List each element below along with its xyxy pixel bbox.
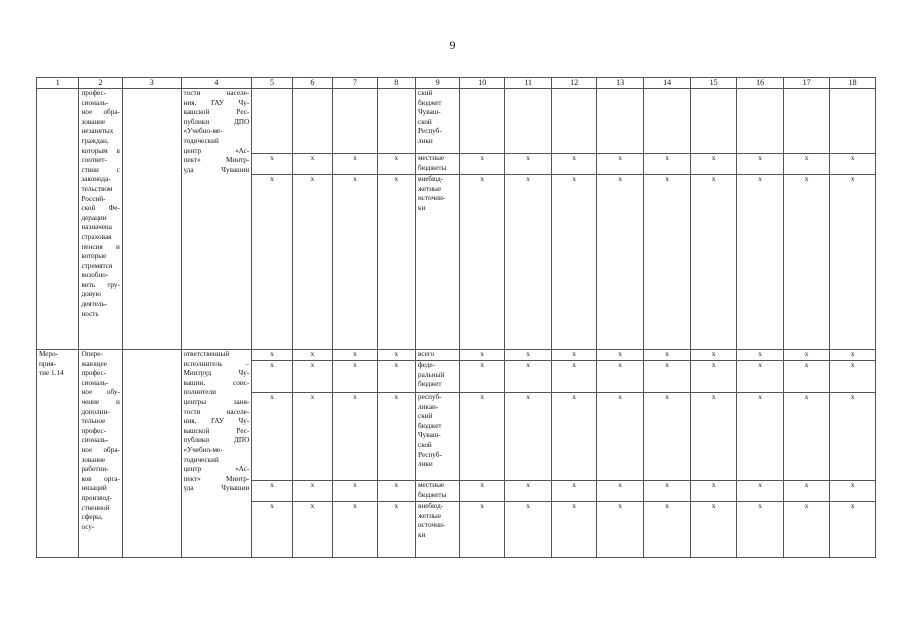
cell-col-8: x: [377, 361, 415, 393]
cell-col-12: [552, 89, 596, 154]
responsible-executor-line: вашской Рес-: [183, 108, 250, 117]
cell-col-17: x: [783, 502, 829, 558]
measure-description-line: которые: [81, 252, 107, 261]
cell-col-7: [333, 89, 377, 154]
cell-col-16: x: [737, 175, 783, 350]
measure-description-line: которым в: [81, 146, 120, 155]
cell-col-14: x: [644, 361, 690, 393]
column-number: 18: [830, 78, 876, 89]
column-number: 7: [333, 78, 377, 89]
cell-col-5: x: [252, 502, 292, 558]
responsible-executor-line: ния, ГАУ Чу-: [183, 98, 250, 107]
cell-col-6: x: [292, 361, 332, 393]
column-number: 12: [552, 78, 596, 89]
measure-description-line: ное обра-: [81, 445, 120, 454]
cell-col-13: x: [596, 350, 644, 361]
responsible-executor-line: «Учебно-ме-: [183, 445, 223, 454]
cell-col-10: x: [460, 350, 504, 361]
funding-source-line: ской: [418, 117, 432, 126]
measure-number-line: тие 1.14: [39, 369, 64, 378]
responsible-executor-line: пект» Минтр-: [183, 156, 250, 165]
responsible-executor-line: Минтруд Чу-: [183, 369, 250, 378]
cell-col-12: x: [552, 361, 596, 393]
responsible-executor-line: ния, ГАУ Чу-: [183, 417, 250, 426]
cell-col-11: x: [504, 154, 552, 175]
cell-col-11: x: [504, 393, 552, 481]
funding-source-line: ский: [418, 89, 433, 97]
measure-description-line: Опере-: [81, 350, 103, 358]
cell-col-6: x: [292, 154, 332, 175]
responsible-executor-line: тодический: [183, 136, 219, 145]
cell-col-11: [504, 89, 552, 154]
cell-col-10: x: [460, 175, 504, 350]
page-number: 9: [449, 38, 456, 52]
column-number: 5: [252, 78, 292, 89]
cell-col-18: x: [830, 393, 876, 481]
funding-source: [416, 154, 460, 175]
funding-source-line: жетные: [418, 184, 442, 193]
table-row: [37, 89, 876, 154]
measure-description-line: сиональ-: [81, 436, 109, 445]
cell-col-11: x: [504, 481, 552, 502]
cell-col-12: x: [552, 175, 596, 350]
funding-source-line: источни-: [418, 194, 446, 203]
funding-source: [416, 393, 460, 481]
cell-col-11: x: [504, 361, 552, 393]
cell-col-17: x: [783, 393, 829, 481]
responsible-executor-line: центр «Ас-: [183, 146, 250, 155]
measure-description-line: ность: [81, 309, 99, 318]
funding-source: [416, 481, 460, 502]
cell-col-3: [122, 350, 181, 558]
cell-col-18: x: [830, 481, 876, 502]
cell-col-11: x: [504, 175, 552, 350]
measure-description-line: жающее: [81, 359, 107, 368]
cell-col-16: x: [737, 361, 783, 393]
funding-source-line: респуб-: [418, 393, 442, 401]
measure-description-line: сиональ-: [81, 378, 109, 387]
cell-col-17: x: [783, 175, 829, 350]
responsible-executor-line: полнители: [183, 388, 216, 397]
funding-source-line: бюджеты: [418, 163, 447, 172]
cell-col-6: x: [292, 502, 332, 558]
responsible-executor-line: вашии, соис-: [183, 378, 250, 387]
measure-description-line: низаций: [81, 484, 107, 493]
funding-source-line: ки: [418, 203, 426, 212]
cell-col-13: x: [596, 361, 644, 393]
measure-number-line: прия-: [39, 359, 56, 368]
cell-col-6: [292, 89, 332, 154]
measure-description-line: зование: [81, 117, 106, 126]
funding-source: [416, 175, 460, 350]
responsible-executor-line: публики ДПО: [183, 436, 250, 445]
cell-col-13: x: [596, 393, 644, 481]
cell-col-18: [830, 89, 876, 154]
cell-col-16: [737, 89, 783, 154]
cell-col-12: x: [552, 393, 596, 481]
cell-col-5: x: [252, 175, 292, 350]
measure-description-line: тельное: [81, 417, 106, 426]
cell-col-8: x: [377, 154, 415, 175]
cell-col-8: x: [377, 393, 415, 481]
column-number: 13: [596, 78, 644, 89]
cell-col-14: x: [644, 481, 690, 502]
measure-description-line: ственной: [81, 503, 110, 512]
responsible-executor: [181, 350, 252, 558]
measure-description-line: законода-: [81, 175, 111, 184]
cell-col-12: x: [552, 481, 596, 502]
measure-description: [79, 89, 122, 350]
funding-source-line: ликан-: [418, 402, 439, 411]
funding-source-line: феде-: [418, 361, 435, 369]
funding-source-line: лики: [418, 136, 433, 145]
cell-col-8: x: [377, 481, 415, 502]
measure-number-line: Меро-: [39, 350, 59, 358]
funding-source-line: источни-: [418, 521, 446, 530]
measure-description-line: граждан,: [81, 136, 109, 145]
funding-source: [416, 89, 460, 154]
cell-col-15: x: [690, 481, 736, 502]
cell-col-13: x: [596, 175, 644, 350]
cell-col-8: x: [377, 350, 415, 361]
cell-col-13: x: [596, 481, 644, 502]
responsible-executor-line: публики ДПО: [183, 117, 250, 126]
measure-description-line: незанятых: [81, 127, 114, 136]
column-number: 11: [504, 78, 552, 89]
measure-description-line: вить тру-: [81, 280, 120, 289]
measure-description-line: деятель-: [81, 300, 108, 309]
funding-source-line: бюджет: [418, 98, 442, 107]
cell-col-7: x: [333, 175, 377, 350]
cell-col-6: x: [292, 393, 332, 481]
cell-col-5: x: [252, 154, 292, 175]
cell-col-10: x: [460, 361, 504, 393]
cell-col-10: x: [460, 393, 504, 481]
measure-description-line: тельством: [81, 184, 113, 193]
cell-col-14: x: [644, 393, 690, 481]
cell-col-17: x: [783, 350, 829, 361]
cell-col-7: x: [333, 350, 377, 361]
column-number: 9: [416, 78, 460, 89]
funding-source: [416, 502, 460, 558]
cell-col-14: x: [644, 175, 690, 350]
cell-col-8: [377, 89, 415, 154]
measure-description-line: стремятся: [81, 261, 113, 270]
measure-description-line: профес-: [81, 426, 107, 435]
cell-col-7: x: [333, 361, 377, 393]
cell-col-15: x: [690, 361, 736, 393]
funding-source-line: ральный: [418, 370, 445, 379]
cell-col-6: x: [292, 350, 332, 361]
funding-source-line: внебюд-: [418, 175, 444, 183]
measure-description-line: ное обу-: [81, 388, 120, 397]
responsible-executor-line: центр «Ас-: [183, 465, 250, 474]
cell-col-5: x: [252, 361, 292, 393]
funding-source-line: внебюд-: [418, 502, 444, 510]
cell-col-16: x: [737, 502, 783, 558]
measure-description-line: возобно-: [81, 271, 109, 280]
responsible-executor-line: тодический: [183, 455, 219, 464]
cell-col-6: x: [292, 481, 332, 502]
funding-source-line: бюджеты: [418, 490, 447, 499]
responsible-executor-line: уда Чувашии: [183, 165, 250, 174]
column-number: 8: [377, 78, 415, 89]
cell-col-7: x: [333, 154, 377, 175]
cell-col-13: [596, 89, 644, 154]
cell-col-10: [460, 89, 504, 154]
cell-col-14: x: [644, 502, 690, 558]
measure-description-line: чение и: [81, 397, 120, 406]
cell-col-15: x: [690, 502, 736, 558]
cell-col-18: x: [830, 175, 876, 350]
measure-description-line: зование: [81, 455, 106, 464]
cell-col-5: x: [252, 393, 292, 481]
funding-source-line: Респуб-: [418, 127, 442, 136]
measure-description-line: сферы,: [81, 513, 103, 522]
measure-description-line: ков орга-: [81, 474, 120, 483]
cell-col-5: x: [252, 350, 292, 361]
cell-col-15: x: [690, 175, 736, 350]
funding-source-line: ки: [418, 530, 426, 539]
funding-source: [416, 350, 460, 361]
cell-col-16: x: [737, 154, 783, 175]
funding-source-line: местные: [418, 481, 445, 489]
measure-description-line: профес-: [81, 89, 107, 97]
funding-source-line: бюджет: [418, 380, 442, 389]
cell-col-11: x: [504, 350, 552, 361]
measure-description-line: ное обра-: [81, 108, 120, 117]
column-number: 1: [37, 78, 79, 89]
cell-col-3: [122, 89, 181, 350]
measure-description: [79, 350, 122, 558]
measure-description-line: ской Фе-: [81, 204, 120, 213]
table-row: [37, 350, 876, 361]
responsible-executor-line: пект» Минтр-: [183, 474, 250, 483]
column-numbers-row: [37, 78, 876, 89]
cell-col-15: x: [690, 350, 736, 361]
cell-col-13: x: [596, 502, 644, 558]
cell-col-18: x: [830, 350, 876, 361]
cell-col-12: x: [552, 350, 596, 361]
responsible-executor-line: «Учебно-ме-: [183, 127, 223, 136]
cell-col-14: x: [644, 350, 690, 361]
measure-description-line: дерации: [81, 213, 107, 222]
cell-col-15: [690, 89, 736, 154]
funding-source-line: Чуваш-: [418, 431, 441, 440]
column-number: 10: [460, 78, 504, 89]
cell-col-17: [783, 89, 829, 154]
funding-source: [416, 361, 460, 393]
cell-col-5: x: [252, 481, 292, 502]
funding-source-line: Респуб-: [418, 450, 442, 459]
column-number: 17: [783, 78, 829, 89]
measure-description-line: осу-: [81, 522, 95, 531]
measure-description-line: пенсия и: [81, 242, 120, 251]
responsible-executor-line: ответственный: [183, 350, 230, 358]
responsible-executor-line: уда Чувашии: [183, 484, 250, 493]
measure-description-line: страховая: [81, 232, 112, 241]
funding-source-line: бюджет: [418, 421, 442, 430]
cell-col-14: [644, 89, 690, 154]
cell-col-14: x: [644, 154, 690, 175]
column-number: 14: [644, 78, 690, 89]
cell-col-13: x: [596, 154, 644, 175]
cell-col-10: x: [460, 154, 504, 175]
measure-description-line: довую: [81, 290, 101, 299]
cell-col-1: [37, 89, 79, 350]
column-number: 15: [690, 78, 736, 89]
cell-col-8: x: [377, 502, 415, 558]
measure-description-line: дополни-: [81, 407, 110, 416]
funding-source-line: ский: [418, 412, 433, 421]
column-number: 3: [122, 78, 181, 89]
cell-col-16: x: [737, 393, 783, 481]
cell-col-10: x: [460, 502, 504, 558]
responsible-executor-line: центры заня-: [183, 397, 250, 406]
cell-col-12: x: [552, 502, 596, 558]
cell-col-18: x: [830, 154, 876, 175]
column-number: 2: [79, 78, 122, 89]
funding-source-line: лики: [418, 460, 433, 469]
measure-description-line: производ-: [81, 493, 112, 502]
column-number: 6: [292, 78, 332, 89]
cell-col-7: x: [333, 481, 377, 502]
column-number: 16: [737, 78, 783, 89]
cell-col-7: x: [333, 502, 377, 558]
measure-description-line: профес-: [81, 369, 107, 378]
cell-col-15: x: [690, 393, 736, 481]
cell-col-12: x: [552, 154, 596, 175]
column-number: 4: [181, 78, 252, 89]
measure-description-line: сиональ-: [81, 98, 109, 107]
cell-col-16: x: [737, 481, 783, 502]
funding-source-line: жетные: [418, 511, 442, 520]
responsible-executor: [181, 89, 252, 350]
responsible-executor-line: вашской Рес-: [183, 426, 250, 435]
funding-source-line: ской: [418, 440, 432, 449]
measure-description-line: соответ-: [81, 156, 107, 165]
measure-description-line: Россий-: [81, 194, 106, 203]
cell-col-7: x: [333, 393, 377, 481]
responsible-executor-line: тости населе-: [183, 407, 250, 416]
measure-description-line: ствии с: [81, 165, 120, 174]
cell-col-15: x: [690, 154, 736, 175]
measure-description-line: назначена: [81, 223, 112, 232]
responsible-executor-line: исполнитель –: [183, 359, 250, 368]
measure-description-line: работни-: [81, 465, 109, 474]
funding-source-line: всего: [418, 350, 435, 358]
measure-number: [37, 350, 79, 558]
funding-source-line: местные: [418, 154, 445, 162]
program-table: [36, 77, 876, 558]
cell-col-18: x: [830, 502, 876, 558]
cell-col-18: x: [830, 361, 876, 393]
cell-col-17: x: [783, 154, 829, 175]
responsible-executor-line: тости населе-: [183, 89, 250, 97]
cell-col-5: [252, 89, 292, 154]
cell-col-17: x: [783, 361, 829, 393]
cell-col-17: x: [783, 481, 829, 502]
cell-col-8: x: [377, 175, 415, 350]
funding-source-line: Чуваш-: [418, 108, 441, 117]
cell-col-10: x: [460, 481, 504, 502]
cell-col-11: x: [504, 502, 552, 558]
cell-col-6: x: [292, 175, 332, 350]
cell-col-16: x: [737, 350, 783, 361]
